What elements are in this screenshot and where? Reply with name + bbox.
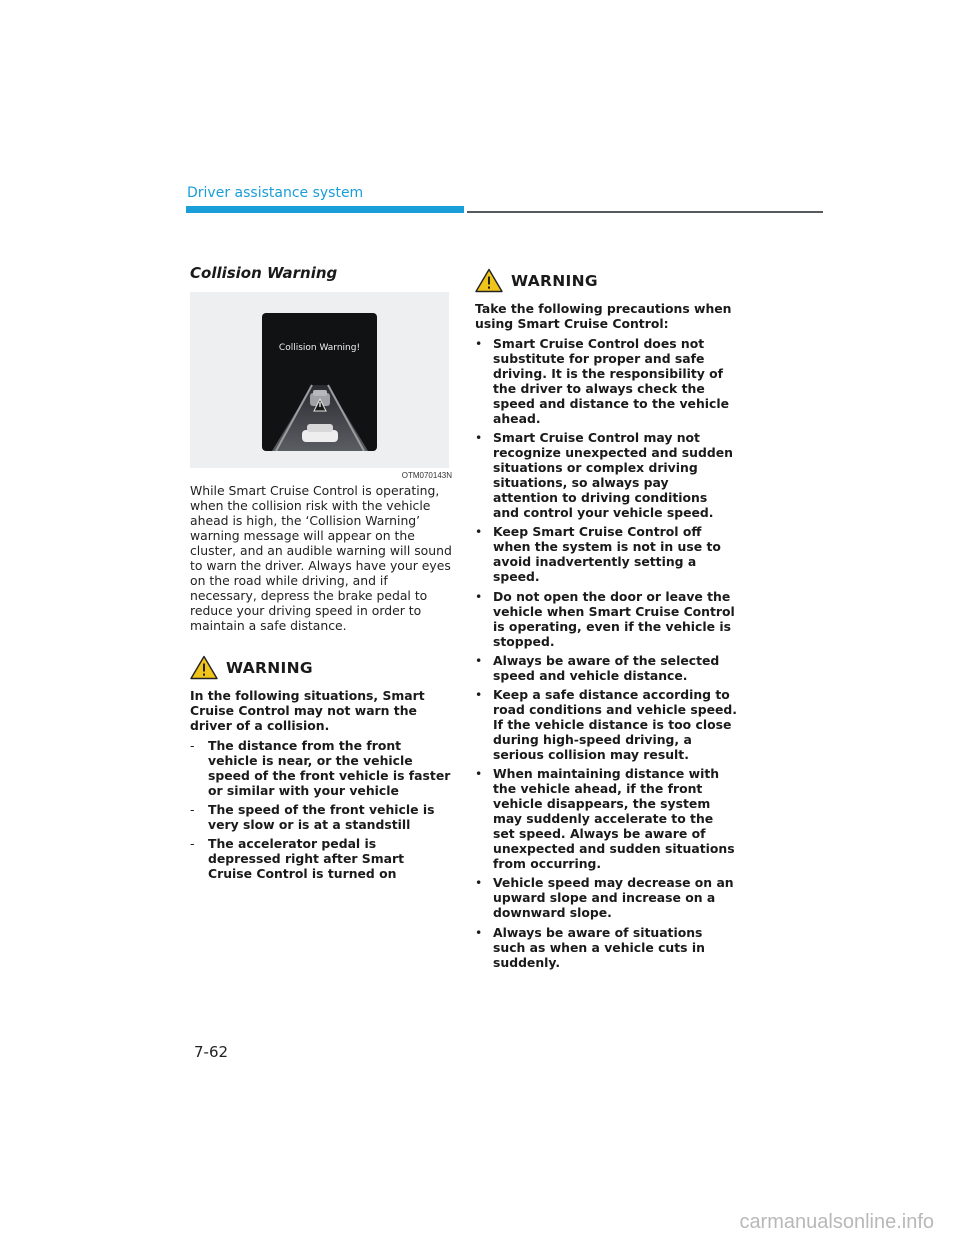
list-item bbox=[190, 802, 452, 832]
road-illustration-icon bbox=[262, 313, 377, 451]
warning-title: WARNING bbox=[226, 658, 313, 677]
list-item bbox=[475, 766, 737, 871]
list-item bbox=[475, 925, 737, 970]
figure-code: OTM070143N bbox=[401, 471, 452, 480]
left-column bbox=[190, 264, 452, 886]
warning-title: WARNING bbox=[511, 271, 598, 290]
warning-list bbox=[190, 738, 452, 881]
warning-header bbox=[475, 268, 737, 293]
list-item-text: The accelerator pedal is depressed right after Smart Cruise Control is turned on bbox=[208, 836, 405, 882]
watermark: carmanualsonline.info bbox=[739, 1211, 934, 1233]
list-item-text: Smart Cruise Control does not substitute for proper and safe driving. It is the responsibility of the driver to always check the speed and distance to the vehicle ahead. bbox=[493, 336, 730, 426]
list-item-text: Always be aware of situations such as when a vehicle cuts in suddenly. bbox=[493, 924, 705, 970]
warning-triangle-icon bbox=[475, 268, 503, 293]
bullet-marker: • bbox=[475, 430, 483, 446]
list-item-text: Keep Smart Cruise Control off when the system is not in use to avoid inadvertently setting a speed. bbox=[493, 524, 721, 585]
list-item-text: Vehicle speed may decrease on an upward slope and increase on a downward slope. bbox=[493, 875, 734, 921]
cluster-warning-text: Collision Warning! bbox=[278, 343, 361, 353]
right-column bbox=[475, 268, 737, 974]
page-number: 7-62 bbox=[194, 1043, 229, 1061]
list-item bbox=[190, 836, 452, 881]
bullet-marker: • bbox=[475, 588, 483, 604]
list-item-text: Do not open the door or leave the vehicle when Smart Cruise Control is operating, even if the vehicle is stopped. bbox=[493, 588, 735, 649]
bullet-marker: • bbox=[475, 336, 483, 351]
bullet-marker: • bbox=[475, 686, 483, 702]
list-item-text: The speed of the front vehicle is very slow or is at a standstill bbox=[208, 802, 435, 833]
list-item bbox=[475, 430, 737, 520]
cluster-figure bbox=[190, 292, 449, 468]
section-heading: Collision Warning bbox=[190, 264, 338, 282]
warning-list bbox=[475, 336, 737, 970]
bullet-marker: • bbox=[475, 652, 483, 668]
body-paragraph: While Smart Cruise Control is operating, when the collision risk with the vehicle ahead is high, the ‘Collision Warning’ warning message will appear on the cluster, and an audible warning will sound to warn the driver. Always have your eyes on the road while driving, and if necessary, depress the brake pedal to reduce your driving speed in order to maintain a safe distance. bbox=[190, 483, 452, 633]
list-marker: - bbox=[190, 738, 195, 753]
cluster-screen bbox=[262, 313, 377, 451]
list-item bbox=[475, 653, 737, 683]
list-item-text: Smart Cruise Control may not recognize unexpected and sudden situations or complex driving situations, so always pay attention to driving conditions and control your vehicle speed. bbox=[493, 430, 733, 521]
list-marker: - bbox=[190, 836, 195, 852]
list-item-text: Keep a safe distance according to road conditions and vehicle speed. If the vehicle distance is too close during high-speed driving, a serious collision may result. bbox=[493, 686, 738, 762]
warning-triangle-icon bbox=[190, 655, 218, 680]
list-item bbox=[475, 687, 737, 762]
bullet-marker: • bbox=[475, 924, 483, 940]
list-item-text: Always be aware of the selected speed and vehicle distance. bbox=[493, 652, 720, 683]
warning-intro: In the following situations, Smart Cruise Control may not warn the driver of a collision. bbox=[190, 688, 425, 733]
header-accent-bar bbox=[186, 206, 464, 213]
warning-intro: Take the following precautions when using Smart Cruise Control: bbox=[475, 301, 732, 331]
list-item bbox=[475, 589, 737, 649]
list-item-text: The distance from the front vehicle is near, or the vehicle speed of the front vehicle is faster or similar with your vehicle bbox=[208, 738, 451, 798]
warning-header bbox=[190, 655, 452, 680]
bullet-marker: • bbox=[475, 875, 483, 891]
bullet-marker: • bbox=[475, 524, 483, 540]
list-item bbox=[475, 875, 737, 920]
list-item bbox=[475, 336, 737, 426]
list-marker: - bbox=[190, 802, 195, 818]
header-rule bbox=[467, 211, 823, 213]
section-title: Driver assistance system bbox=[187, 185, 364, 201]
bullet-marker: • bbox=[475, 766, 483, 782]
list-item bbox=[475, 524, 737, 584]
list-item bbox=[190, 738, 452, 798]
list-item-text: When maintaining distance with the vehicle ahead, if the front vehicle disappears, the system may suddenly accelerate to the set speed. Always be aware of unexpected and sudden situations from occurring. bbox=[493, 766, 735, 872]
